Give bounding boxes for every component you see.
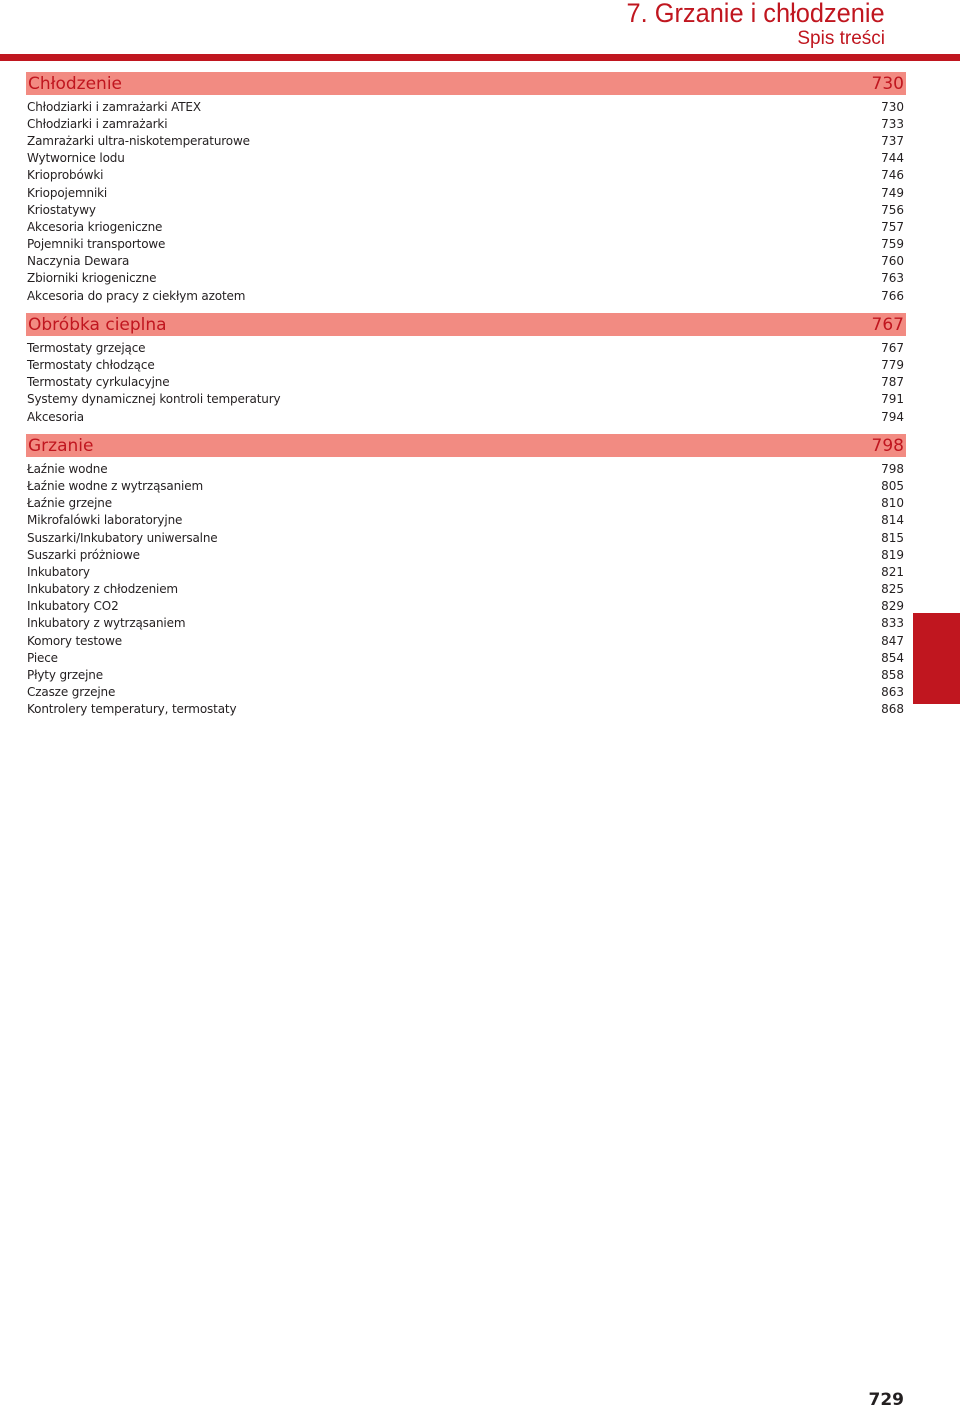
toc-entry[interactable] (26, 374, 906, 391)
entry-label: Kriopojemniki (27, 185, 108, 200)
toc-entry[interactable] (26, 649, 906, 666)
entry-label: Akcesoria (27, 409, 85, 424)
section-page: 767 (871, 314, 904, 335)
entry-page: 757 (881, 219, 904, 234)
entry-page: 815 (881, 530, 904, 545)
toc-entry[interactable] (26, 150, 906, 167)
section-page: 798 (871, 435, 904, 456)
entry-page: 756 (881, 202, 904, 217)
toc-subtitle: Spis treści (797, 28, 885, 49)
section-header[interactable] (26, 313, 906, 336)
chapter-side-tab (913, 613, 960, 704)
toc-entry[interactable] (26, 132, 906, 149)
entry-label: Inkubatory (27, 564, 90, 579)
entry-label: Czasze grzejne (27, 685, 116, 700)
entry-page: 767 (881, 340, 904, 355)
toc-entry[interactable] (26, 615, 906, 632)
entry-label: Inkubatory z chłodzeniem (27, 582, 178, 597)
toc-entry[interactable] (26, 218, 906, 235)
toc-entry[interactable] (26, 460, 906, 477)
entry-label: Naczynia Dewara (27, 254, 130, 269)
entry-label: Płyty grzejne (27, 668, 103, 683)
toc-entry[interactable] (26, 581, 906, 598)
entry-page: 779 (881, 358, 904, 373)
toc-entry[interactable] (26, 598, 906, 615)
toc-entry[interactable] (26, 287, 906, 304)
entry-page: 825 (881, 582, 904, 597)
header-rule (0, 54, 960, 61)
entry-page: 858 (881, 668, 904, 683)
entry-label: Łaźnie grzejne (27, 496, 112, 511)
toc-entry[interactable] (26, 356, 906, 373)
entry-page: 829 (881, 599, 904, 614)
toc-section (26, 72, 906, 304)
toc-section (26, 434, 906, 718)
section-header[interactable] (26, 434, 906, 457)
entry-page: 810 (881, 496, 904, 511)
toc-entry[interactable] (26, 563, 906, 580)
table-of-contents (26, 72, 906, 727)
entry-page: 814 (881, 513, 904, 528)
entry-page: 863 (881, 685, 904, 700)
entry-page: 787 (881, 375, 904, 390)
entry-label: Chłodziarki i zamrażarki (27, 116, 168, 131)
toc-entry[interactable] (26, 98, 906, 115)
toc-entry[interactable] (26, 477, 906, 494)
toc-entry[interactable] (26, 684, 906, 701)
toc-entry[interactable] (26, 495, 906, 512)
entry-page: 766 (881, 288, 904, 303)
entry-label: Akcesoria kriogeniczne (27, 219, 163, 234)
entry-page: 733 (881, 116, 904, 131)
entry-page: 833 (881, 616, 904, 631)
section-header[interactable] (26, 72, 906, 95)
entry-page: 821 (881, 564, 904, 579)
entry-label: Inkubatory z wytrząsaniem (27, 616, 186, 631)
toc-entry[interactable] (26, 408, 906, 425)
entry-page: 746 (881, 168, 904, 183)
entry-page: 791 (881, 392, 904, 407)
section-page: 730 (871, 73, 904, 94)
entry-label: Termostaty cyrkulacyjne (27, 375, 170, 390)
entry-label: Piece (27, 650, 58, 665)
entry-page: 749 (881, 185, 904, 200)
toc-entry[interactable] (26, 666, 906, 683)
entry-page: 730 (881, 99, 904, 114)
section-title: Grzanie (28, 435, 94, 456)
toc-entry[interactable] (26, 201, 906, 218)
entry-page: 798 (881, 461, 904, 476)
toc-entry[interactable] (26, 339, 906, 356)
entry-label: Pojemniki transportowe (27, 237, 166, 252)
entry-page: 854 (881, 650, 904, 665)
entry-label: Zbiorniki kriogeniczne (27, 271, 157, 286)
entry-label: Zamrażarki ultra-niskotemperaturowe (27, 133, 250, 148)
entry-label: Chłodziarki i zamrażarki ATEX (27, 99, 201, 114)
toc-entry[interactable] (26, 270, 906, 287)
toc-entry[interactable] (26, 529, 906, 546)
entry-label: Akcesoria do pracy z ciekłym azotem (27, 288, 246, 303)
entry-label: Suszarki/Inkubatory uniwersalne (27, 530, 218, 545)
entry-label: Kontrolery temperatury, termostaty (27, 702, 237, 717)
toc-entry[interactable] (26, 184, 906, 201)
toc-entry[interactable] (26, 253, 906, 270)
entry-label: Inkubatory CO2 (27, 599, 119, 614)
entry-page: 763 (881, 271, 904, 286)
toc-entry[interactable] (26, 632, 906, 649)
toc-entry[interactable] (26, 236, 906, 253)
page-number: 729 (868, 1390, 904, 1410)
entry-label: Wytwornice lodu (27, 151, 125, 166)
toc-entry[interactable] (26, 167, 906, 184)
entry-label: Termostaty grzejące (27, 340, 146, 355)
entry-label: Krioprobówki (27, 168, 104, 183)
section-title: Chłodzenie (28, 73, 123, 94)
toc-section (26, 313, 906, 425)
toc-entry[interactable] (26, 546, 906, 563)
entry-page: 868 (881, 702, 904, 717)
entry-page: 737 (881, 133, 904, 148)
entry-page: 794 (881, 409, 904, 424)
entry-label: Systemy dynamicznej kontroli temperatury (27, 392, 281, 407)
entry-label: Łaźnie wodne (27, 461, 108, 476)
entry-page: 760 (881, 254, 904, 269)
entry-label: Komory testowe (27, 633, 122, 648)
toc-entry[interactable] (26, 115, 906, 132)
entry-label: Łaźnie wodne z wytrząsaniem (27, 478, 203, 493)
chapter-title: 7. Grzanie i chłodzenie (626, 0, 885, 28)
toc-entry[interactable] (26, 701, 906, 718)
entry-page: 819 (881, 547, 904, 562)
entry-page: 744 (881, 151, 904, 166)
entry-label: Kriostatywy (27, 202, 96, 217)
entry-page: 759 (881, 237, 904, 252)
entry-label: Termostaty chłodzące (27, 358, 155, 373)
entry-label: Mikrofalówki laboratoryjne (27, 513, 183, 528)
section-title: Obróbka cieplna (28, 314, 167, 335)
toc-entry[interactable] (26, 391, 906, 408)
entry-page: 847 (881, 633, 904, 648)
entry-page: 805 (881, 478, 904, 493)
entry-label: Suszarki próżniowe (27, 547, 140, 562)
toc-entry[interactable] (26, 512, 906, 529)
